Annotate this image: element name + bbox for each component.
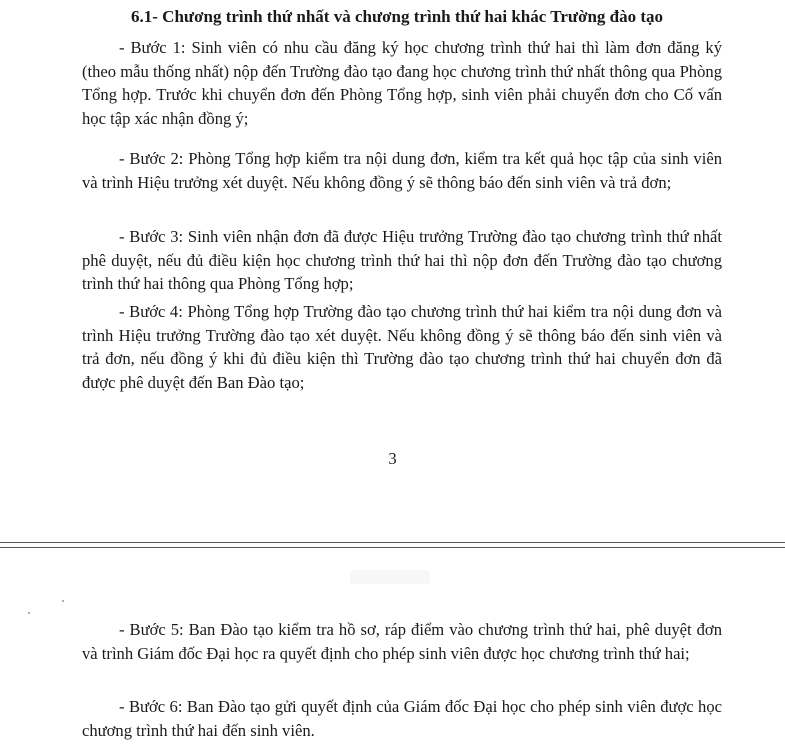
scan-speck: [62, 600, 64, 602]
scan-speck: [28, 612, 30, 614]
step-5-paragraph: - Bước 5: Ban Đào tạo kiểm tra hồ sơ, ráp điểm vào chương trình thứ hai, phê duyệt đơn và trình Giám đốc Đại học ra quyết định cho phép sinh viên được học chương trình thứ hai;: [82, 620, 722, 663]
page-separator-top: [0, 542, 785, 543]
page-number: 3: [388, 449, 397, 468]
step-6-paragraph: - Bước 6: Ban Đào tạo gửi quyết định của Giám đốc Đại học cho phép sinh viên được học chương trình thứ hai đến sinh viên.: [82, 697, 722, 740]
step-4-paragraph: - Bước 4: Phòng Tổng hợp Trường đào tạo chương trình thứ hai kiểm tra nội dung đơn và trình Hiệu trưởng Trường đào tạo xét duyệt. Nếu không đồng ý sẽ thông báo đến sinh viên và trả đơn, nếu đồng ý khi đủ điều kiện thì Trường đào tạo chương trình thứ hai chuyển đơn đã được phê duyệt đến Ban Đào tạo;: [82, 302, 722, 392]
faint-bleed-through-mark: [350, 570, 430, 584]
step-1-paragraph: - Bước 1: Sinh viên có nhu cầu đăng ký học chương trình thứ hai thì làm đơn đăng ký (theo mẫu thống nhất) nộp đến Trường đào tạo đang học chương trình thứ nhất thông qua Phòng Tổng hợp. Trước khi chuyển đơn đến Phòng Tổng hợp, sinh viên phải chuyển đơn cho Cố vấn học tập xác nhận đồng ý;: [82, 38, 722, 128]
step-2-paragraph: - Bước 2: Phòng Tổng hợp kiểm tra nội dung đơn, kiểm tra kết quả học tập của sinh viên và trình Hiệu trưởng xét duyệt. Nếu không đồng ý sẽ thông báo đến sinh viên và trả đơn;: [82, 149, 722, 192]
document-page-bottom: [0, 548, 785, 748]
section-heading: 6.1- Chương trình thứ nhất và chương trình thứ hai khác Trường đào tạo: [131, 7, 664, 26]
step-3-paragraph: - Bước 3: Sinh viên nhận đơn đã được Hiệu trưởng Trường đào tạo chương trình thứ nhất phê duyệt, nếu đủ điều kiện học chương trình thứ hai thì nộp đơn đến Trường đào tạo chương trình thứ hai thông qua Phòng Tổng hợp;: [82, 227, 722, 293]
